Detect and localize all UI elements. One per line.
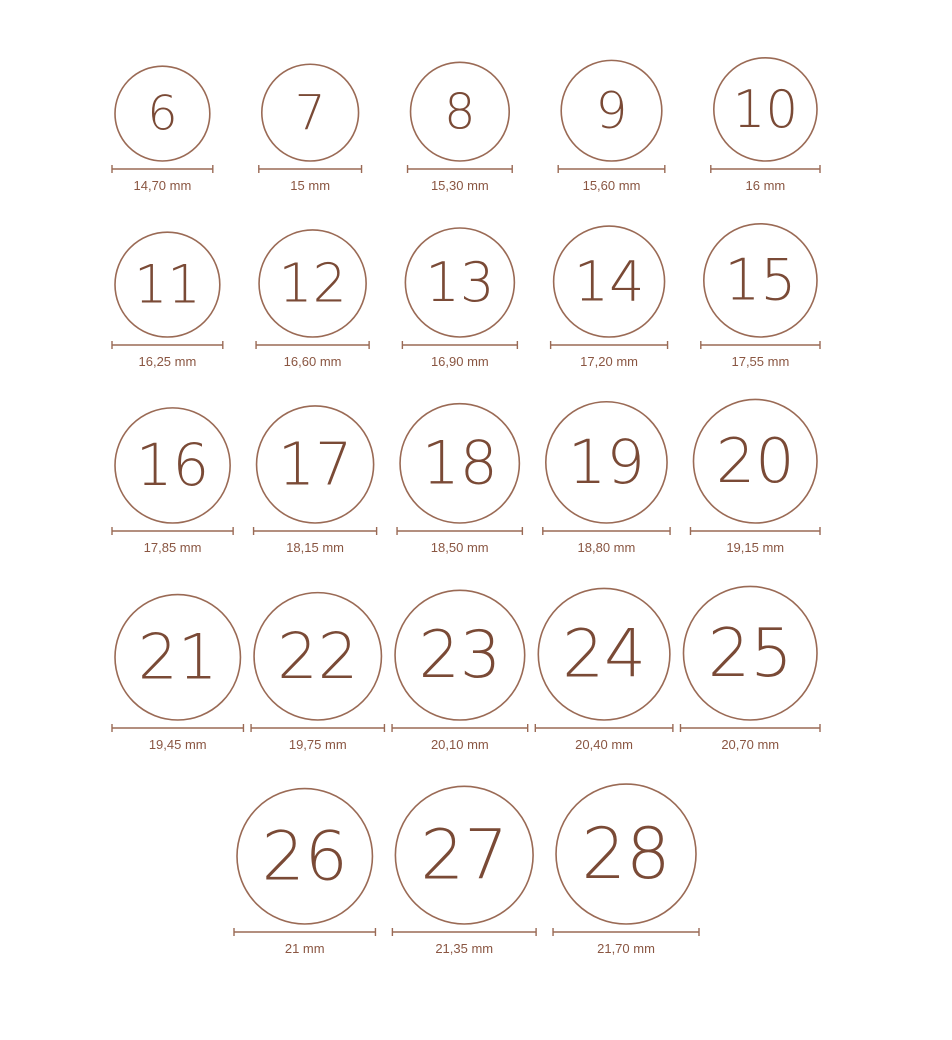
diameter-label: 20,40 mm: [575, 737, 633, 752]
ring-size-number: 20: [715, 425, 795, 498]
diameter-label: 15,60 mm: [582, 178, 641, 193]
ring-size-23: [392, 590, 528, 752]
ring-size-number: 13: [425, 250, 495, 315]
diameter-label: 15 mm: [290, 178, 331, 193]
diameter-label: 15,30 mm: [430, 178, 489, 193]
ring-size-17: [254, 406, 377, 555]
ring-size-16: [112, 408, 233, 555]
ring-size-number: 21: [137, 620, 218, 694]
ring-size-number: 8: [444, 82, 476, 141]
ring-size-number: 16: [135, 432, 210, 500]
ring-size-11: [112, 232, 223, 369]
ring-size-21: [112, 595, 243, 752]
diameter-label: 19,45 mm: [148, 737, 207, 752]
ring-size-20: [690, 399, 820, 555]
diameter-label: 17,85 mm: [143, 540, 202, 555]
ring-size-number: 12: [278, 251, 347, 315]
diameter-label: 17,20 mm: [580, 354, 638, 369]
ring-size-7: [259, 64, 362, 193]
diameter-label: 19,15 mm: [726, 540, 785, 555]
ring-size-number: 11: [134, 254, 201, 316]
ring-size-13: [402, 228, 517, 369]
ring-size-6: [112, 66, 213, 193]
ring-size-14: [551, 226, 668, 369]
ring-size-number: 25: [707, 613, 793, 692]
ring-size-19: [543, 402, 670, 555]
diameter-label: 21,35 mm: [435, 941, 494, 956]
ring-size-number: 17: [277, 430, 353, 499]
diameter-label: 16 mm: [745, 178, 786, 193]
diameter-label: 20,70 mm: [721, 737, 780, 752]
ring-size-number: 24: [562, 615, 646, 693]
diameter-label: 20,10 mm: [430, 737, 489, 752]
ring-size-26: [234, 789, 375, 956]
diameter-label: 19,75 mm: [288, 737, 347, 752]
diameter-label: 21 mm: [284, 941, 325, 956]
ring-size-number: 26: [261, 816, 348, 896]
diameter-label: 16,60 mm: [283, 354, 342, 369]
ring-size-8: [408, 62, 513, 193]
ring-size-number: 6: [147, 86, 178, 142]
ring-size-number: 15: [724, 247, 797, 314]
diameter-label: 16,25 mm: [138, 354, 197, 369]
ring-size-number: 7: [294, 85, 326, 142]
ring-size-number: 28: [581, 812, 671, 895]
ring-size-22: [251, 593, 384, 752]
ring-size-number: 27: [420, 815, 509, 896]
ring-size-15: [701, 224, 820, 369]
diameter-label: 16,90 mm: [430, 354, 489, 369]
ring-size-18: [397, 404, 522, 555]
diameter-label: 21,70 mm: [597, 941, 655, 956]
diameter-label: 18,50 mm: [430, 540, 489, 555]
ring-size-27: [392, 786, 536, 956]
diameter-label: 17,55 mm: [731, 354, 790, 369]
ring-size-12: [256, 230, 369, 369]
ring-size-number: 18: [421, 429, 498, 499]
diameter-label: 18,80 mm: [577, 540, 636, 555]
ring-size-10: [711, 58, 820, 193]
ring-size-25: [680, 586, 820, 752]
ring-size-number: 22: [277, 619, 359, 694]
ring-size-number: 9: [595, 80, 628, 140]
ring-size-24: [535, 588, 673, 752]
ring-size-28: [553, 784, 699, 956]
ring-size-9: [558, 60, 665, 193]
diameter-label: 14,70 mm: [133, 178, 192, 193]
ring-size-number: 23: [418, 618, 502, 694]
diameter-label: 18,15 mm: [286, 540, 344, 555]
ring-size-number: 19: [567, 427, 645, 498]
ring-size-number: 10: [732, 79, 799, 140]
ring-size-number: 14: [573, 249, 645, 315]
